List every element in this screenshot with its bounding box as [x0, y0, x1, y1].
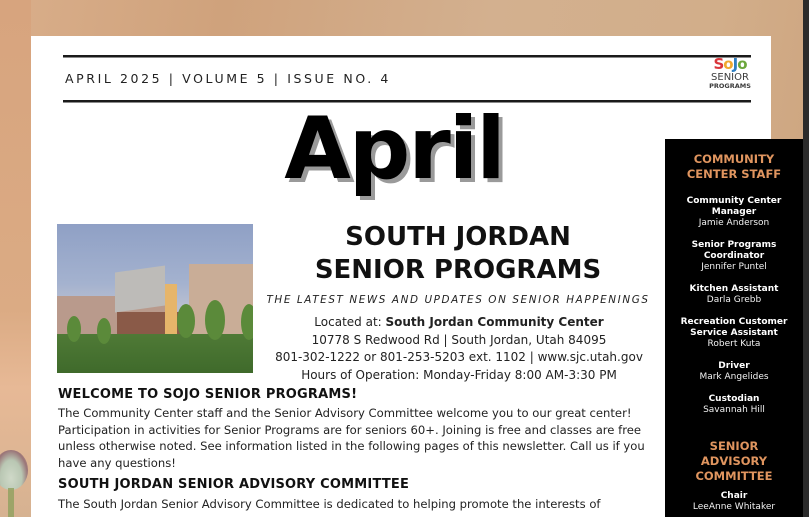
staff-role: Community Center	[686, 196, 782, 206]
photo-tree	[177, 304, 195, 338]
staff-role: Recreation Customer	[680, 317, 788, 327]
org-title	[261, 221, 655, 287]
location-name: South Jordan Community Center	[385, 315, 604, 329]
staff-entry	[665, 394, 803, 416]
photo-building	[165, 284, 177, 334]
committee-entry	[665, 491, 803, 513]
paragraph-line: The South Jordan Senior Advisory Committee is dedicated to helping promote the interests of	[58, 497, 601, 511]
staff-role: Senior Programs	[691, 240, 777, 250]
staff-role: Custodian	[708, 394, 760, 404]
community-center-photo	[57, 224, 253, 373]
location-prefix: Located at:	[314, 315, 386, 329]
month-title: April	[284, 99, 504, 199]
background-blur	[0, 0, 31, 517]
staff-name: Darla Grebb	[706, 295, 762, 305]
advisory-heading: SOUTH JORDAN SENIOR ADVISORY COMMITTEE	[58, 477, 410, 492]
staff-name: Robert Kuta	[707, 339, 761, 349]
staff-entry	[665, 361, 803, 383]
newsletter-page	[31, 36, 771, 517]
committee-name: LeeAnne Whitaker	[692, 502, 776, 512]
issue-line: APRIL 2025 | VOLUME 5 | ISSUE NO. 4	[65, 71, 391, 86]
location-line	[261, 314, 657, 332]
heading-line: COMMUNITY	[693, 152, 775, 166]
photo-tree	[97, 318, 111, 344]
logo-programs-text: PROGRAMS	[709, 82, 751, 90]
staff-heading	[665, 152, 803, 182]
staff-name: Savannah Hill	[703, 405, 765, 415]
heading-line: COMMITTEE	[695, 469, 773, 483]
photo-tree	[241, 304, 253, 340]
staff-role: Driver	[718, 361, 750, 371]
paragraph-line: have any questions!	[58, 455, 176, 470]
logo-letter: J	[732, 55, 738, 73]
header-rule-top	[63, 55, 751, 58]
welcome-heading: WELCOME TO SOJO SENIOR PROGRAMS!	[58, 387, 358, 402]
staff-role: Kitchen Assistant	[689, 284, 779, 294]
staff-entry	[665, 196, 803, 229]
committee-role: Chair	[720, 491, 748, 501]
sojo-logo	[708, 57, 752, 99]
background-flower-stem	[8, 488, 14, 517]
photo-tree	[205, 300, 225, 340]
photo-building	[115, 265, 165, 312]
heading-line: CENTER STAFF	[686, 167, 782, 181]
staff-role: Coordinator	[703, 251, 765, 261]
sojo-logo-wordmark	[708, 57, 752, 72]
org-title-line: SENIOR PROGRAMS	[314, 255, 602, 285]
logo-letter: o	[723, 55, 733, 73]
staff-entry	[665, 284, 803, 306]
window-edge	[803, 0, 809, 517]
staff-entry	[665, 317, 803, 350]
staff-name: Jennifer Puntel	[701, 262, 767, 272]
org-title-line: SOUTH JORDAN	[345, 222, 571, 252]
staff-name: Jamie Anderson	[698, 218, 770, 228]
staff-entry	[665, 240, 803, 273]
staff-sidebar	[665, 139, 803, 517]
contact-line[interactable]: 801-302-1222 or 801-253-5203 ext. 1102 | www.sjc.utah.gov	[275, 350, 643, 364]
paragraph-line: Participation in activities for Senior Programs are for seniors 60+. Joining is free and classes are free	[58, 422, 641, 437]
welcome-paragraph	[58, 405, 658, 471]
photo-lawn	[57, 334, 253, 373]
hours-line: Hours of Operation: Monday-Friday 8:00 AM-3:30 PM	[301, 367, 617, 382]
photo-tree	[67, 316, 81, 342]
contact-info	[261, 314, 657, 384]
committee-heading	[665, 439, 803, 484]
tagline: THE LATEST NEWS AND UPDATES ON SENIOR HAPPENINGS	[266, 294, 650, 306]
logo-senior-text: SENIOR	[711, 72, 749, 83]
staff-name: Mark Angelides	[699, 372, 769, 382]
staff-role: Service Assistant	[690, 328, 778, 338]
paragraph-line: unless otherwise noted. See information listed in the following pages of this newsletter. Call us if you	[58, 439, 645, 454]
staff-role: Manager	[711, 207, 757, 217]
paragraph-line: The Community Center staff and the Senior Advisory Committee welcome you to our great center!	[58, 406, 632, 420]
heading-line: SENIOR	[709, 439, 759, 453]
advisory-paragraph	[58, 496, 658, 513]
address-line: 10778 S Redwood Rd | South Jordan, Utah 84095	[311, 332, 607, 347]
logo-letter: o	[737, 55, 747, 73]
heading-line: ADVISORY	[700, 454, 768, 468]
logo-letter: S	[713, 55, 724, 73]
